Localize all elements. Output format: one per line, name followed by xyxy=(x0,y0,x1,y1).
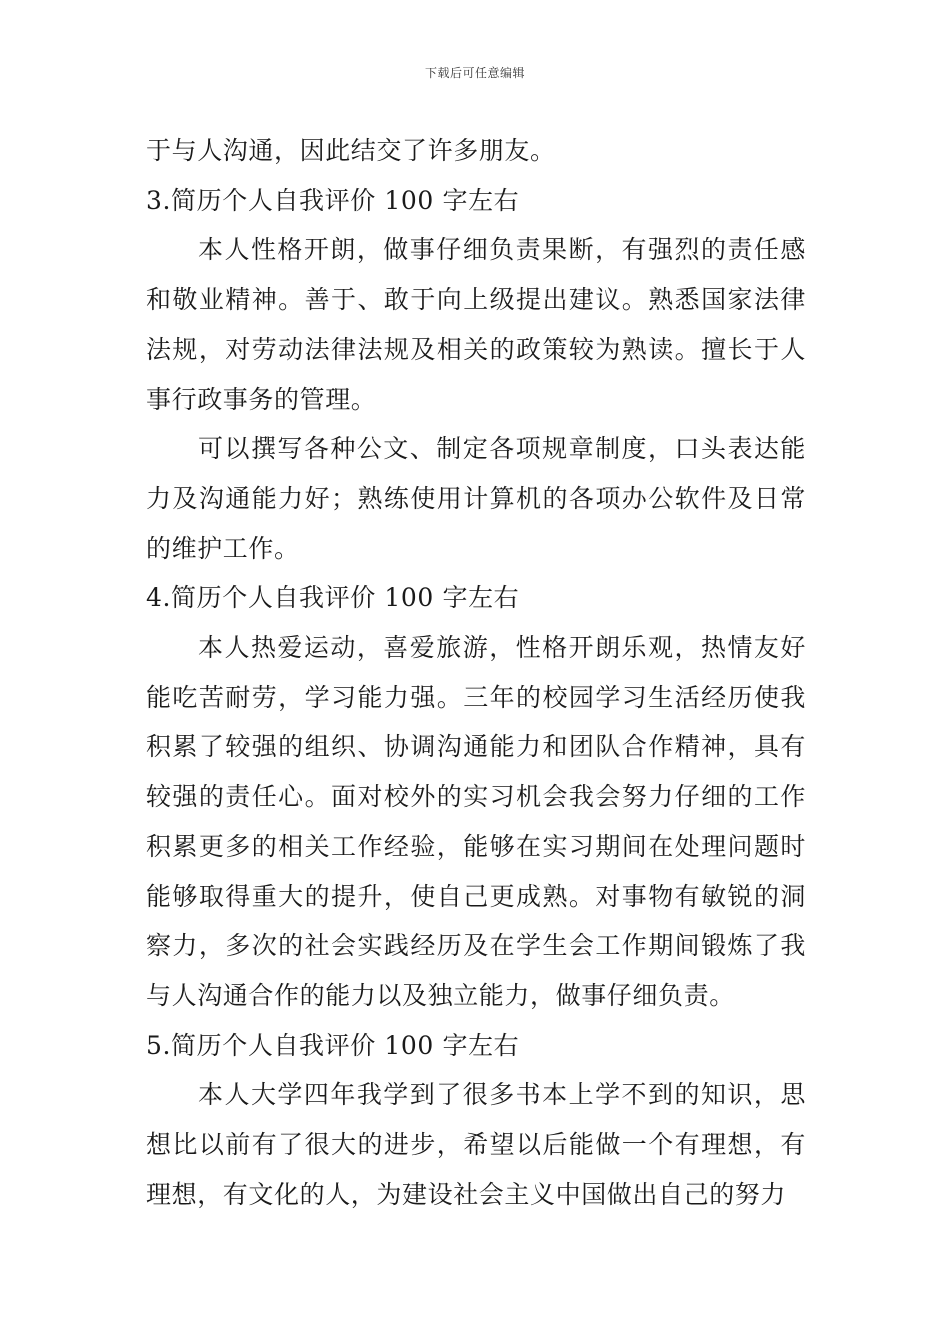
paragraph: 可以撰写各种公文、制定各项规章制度，口头表达能力及沟通能力好；熟练使用计算机的各项办公软件及日常的维护工作。 xyxy=(146,434,806,563)
page-header: 下载后可任意编辑 xyxy=(424,66,525,80)
section-heading-4: 4.简历个人自我评价 100 字左右 xyxy=(146,583,520,613)
paragraph-continuation: 于与人沟通，因此结交了许多朋友。 xyxy=(146,136,556,165)
paragraph: 本人性格开朗，做事仔细负责果断，有强烈的责任感和敬业精神。善于、敢于向上级提出建议。熟悉国家法律法规，对劳动法律法规及相关的政策较为熟读。擅长于人事行政事务的管理。 xyxy=(146,235,806,414)
paragraph: 本人大学四年我学到了很多书本上学不到的知识，思想比以前有了很大的进步，希望以后能做一个有理想，有理想，有文化的人，为建设社会主义中国做出自己的努力 xyxy=(146,1080,806,1209)
section-heading-5: 5.简历个人自我评价 100 字左右 xyxy=(146,1030,520,1060)
document-body xyxy=(146,126,806,1219)
section-heading-3: 3.简历个人自我评价 100 字左右 xyxy=(146,185,520,215)
paragraph: 本人热爱运动，喜爱旅游，性格开朗乐观，热情友好能吃苦耐劳，学习能力强。三年的校园学习生活经历使我积累了较强的组织、协调沟通能力和团队合作精神，具有较强的责任心。面对校外的实习机会我会努力仔细的工作积累更多的相关工作经验，能够在实习期间在处理问题时能够取得重大的提升，使自己更成熟。对事物有敏锐的洞察力，多次的社会实践经历及在学生会工作期间锻炼了我与人沟通合作的能力以及独立能力，做事仔细负责。 xyxy=(146,633,806,1010)
